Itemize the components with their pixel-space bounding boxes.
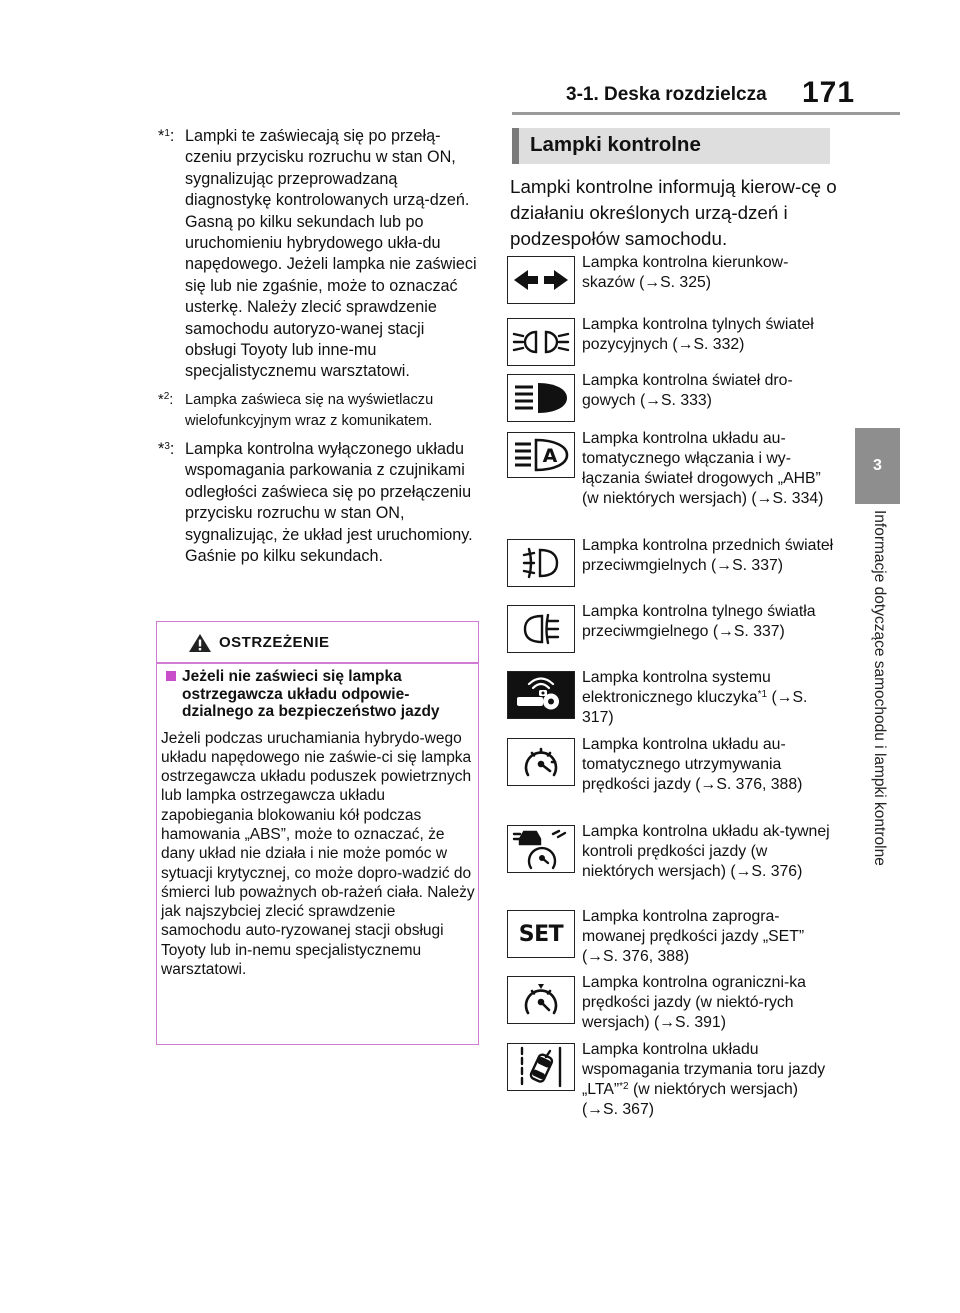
speed-limiter-icon (507, 976, 575, 1024)
section-title-bar (512, 128, 830, 164)
footnote-text: Lampka zaświeca się na wyświetlaczu wielofunkcyjnym wraz z komunikatem. (185, 391, 434, 429)
section-heading: 3-1. Deska rozdzielcza (566, 84, 767, 105)
bullet-square-icon (166, 671, 176, 681)
set-icon-label: SET (518, 921, 564, 947)
tail-lights-icon (507, 318, 575, 366)
chapter-title-vertical (866, 510, 890, 930)
warning-box (156, 621, 479, 1045)
lamp-description: Lampka kontrolna układu ak-tywnej kontroli prędkości jazdy (w niektórych wersjach) (→S. 376) (582, 823, 830, 880)
footnote-3 (158, 439, 480, 567)
section-accent (512, 128, 519, 164)
cruise-control-icon (507, 738, 575, 786)
page-number: 171 (802, 76, 856, 109)
warning-text: Jeżeli podczas uruchamiania hybrydo-wego układu napędowego nie zaświe-ci się lampka ostrzegawcza układu poduszek powietrznych lub lampka ostrzegawcza układu zapobiegania blokowaniu kół podczas hamowania „ABS”, może to oznaczać, że dany układ nie działa i nie może pomóc w sytuacji krytycznej, co może dopro-wadzić do śmierci lub poważnych ob-rażeń ciała. Należy jak najszybciej zlecić sprawdzenie samochodu auto-ryzowanej stacji obsługi Toyoty lub in-nemu specjalistycznemu warsztatowi. (161, 729, 475, 979)
lamp-description: Lampka kontrolna przednich świateł przeciwmgielnych (→S. 337) (582, 537, 834, 574)
set-icon (507, 910, 575, 958)
lane-tracing-icon (507, 1043, 575, 1091)
lamp-description: Lampka kontrolna kierunkow-skazów (→S. 325) (582, 254, 789, 291)
section-title: Lampki kontrolne (530, 133, 701, 156)
lamp-description: Lampka kontrolna ograniczni-ka prędkości jazdy (w niektó-rych wersjach) (→S. 391) (582, 974, 806, 1031)
lamp-description: Lampka kontrolna tylnego światła przeciwmgielnego (→S. 337) (582, 603, 816, 640)
warning-divider (157, 662, 478, 664)
footnote-text: Lampki te zaświecają się po przełą-czeniu przycisku rozruchu w stan ON, sygnalizując przeprowadzaną diagnostykę kontrolowanych urzą-dzeń. Gasną po kilku sekundach lub po uruchomieniu hybrydowego ukła-du napędowego. Jeżeli lampka nie zaświeci się lub nie zgaśnie, może to oznaczać usterkę. Należy zlecić sprawdzenie samochodu autoryzo-wanej stacji obsługi Toyoty lub inne-mu specjalistycznemu warsztatowi. (185, 127, 477, 381)
svg-text:A: A (542, 445, 558, 467)
lamp-description: Lampka kontrolna świateł dro-gowych (→S. 333) (582, 372, 793, 409)
section-intro: Lampki kontrolne informują kierow-cę o działaniu określonych urzą-dzeń i podzespołów samochodu. (510, 176, 837, 249)
footnote-marker: *$^1$: (158, 127, 175, 145)
lamp-description: Lampka kontrolna tylnych świateł pozycyjnych (→S. 332) (582, 316, 814, 353)
footnote-text: Lampka kontrolna wyłączonego układu wspomagania parkowania z czujnikami odległości zaświeca się po przełączeniu przycisku rozruchu w stan ON, sygnalizując, że układ jest uruchomiony. Gaśnie po kilku sekundach. (185, 439, 473, 565)
footnote-marker: *$^3$: (158, 439, 175, 458)
lamp-description: Lampka kontrolna systemu elektronicznego kluczyka$^{*1}$ (→S. 317) (582, 669, 808, 726)
chapter-title: Informacje dotyczące samochodu i lampki kontrolne (871, 510, 888, 866)
auto-high-beam-icon (507, 432, 575, 478)
footnote-1 (158, 126, 480, 383)
warning-header (157, 622, 478, 662)
lamp-description: Lampka kontrolna układu au-tomatycznego włączania i wy-łączania świateł drogowych „AHB” (w niektórych wersjach) (→S. 334) (582, 430, 824, 507)
header-rule (512, 112, 900, 115)
footnotes (158, 126, 480, 574)
front-fog-icon (507, 539, 575, 587)
footnote-2 (158, 390, 480, 432)
lamp-description: Lampka kontrolna układu wspomagania trzymania toru jazdy „LTA”$^{*2}$ (w niektórych wersjach) (→S. 367) (582, 1041, 826, 1118)
lamp-description: Lampka kontrolna zaprogra-mowanej prędkości jazdy „SET” (→S. 376, 388) (582, 908, 805, 965)
warning-triangle-icon (188, 633, 212, 653)
warning-subtitle: Jeżeli nie zaświeci się lampka ostrzegawcza układu odpowie-dzialnego za bezpieczeństwo jazdy (161, 668, 476, 721)
warning-label: OSTRZEŻENIE (219, 634, 330, 651)
smart-key-icon (507, 671, 575, 719)
lamp-description: Lampka kontrolna układu au-tomatycznego utrzymywania prędkości jazdy (→S. 376, 388) (582, 736, 803, 793)
high-beam-icon (507, 374, 575, 422)
radar-cruise-icon (507, 825, 575, 873)
rear-fog-icon (507, 605, 575, 653)
chapter-tab (855, 428, 900, 504)
turn-signal-icon (507, 256, 575, 304)
footnote-marker: *$^2$: (158, 390, 174, 408)
chapter-number: 3 (873, 457, 882, 474)
